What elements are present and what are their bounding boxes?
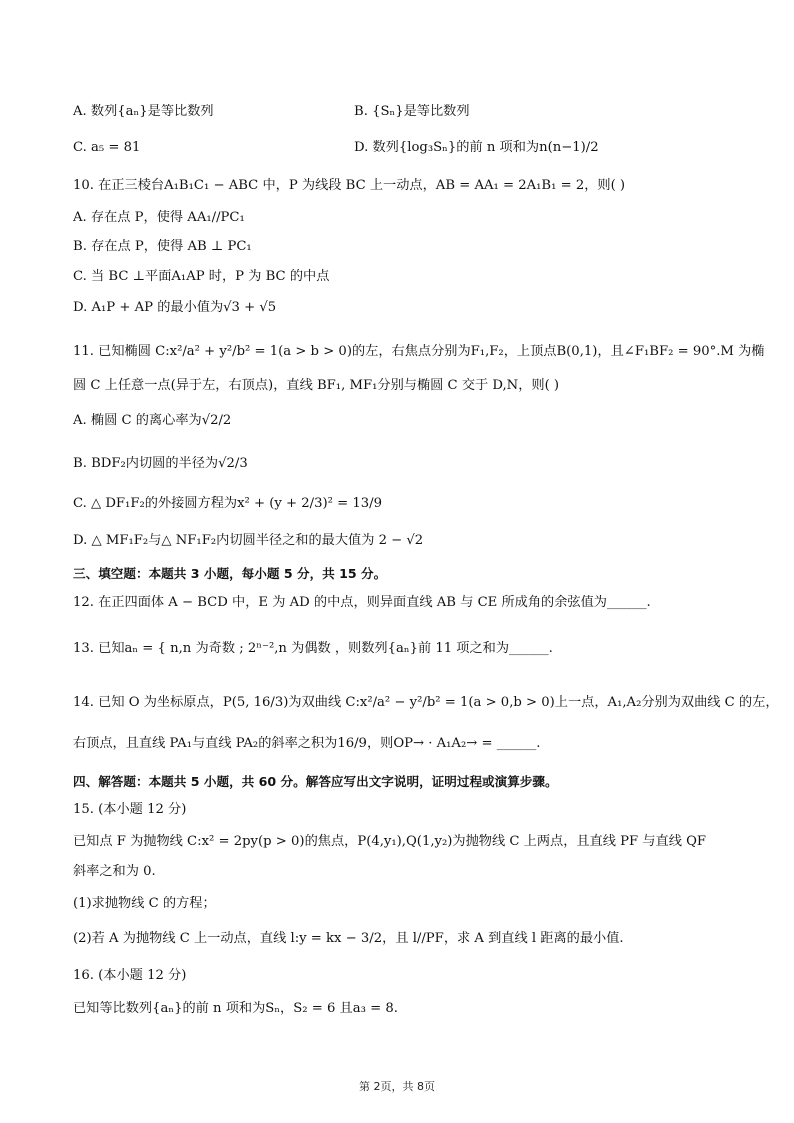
- section-3-heading: 三、填空题：本题共 3 小题，每小题 5 分，共 15 分。: [73, 566, 387, 581]
- q15-stem-line1: 已知点 F 为抛物线 C:x² = 2py(p > 0)的焦点，P(4,y₁),Q(1,y₂)为抛物线 C 上两点，且直线 PF 与直线 QF: [73, 834, 707, 849]
- q11-option-a: A. 椭圆 C 的离心率为√2/2: [73, 413, 232, 428]
- q11-stem-line1: 11. 已知椭圆 C:x²/a² + y²/b² = 1(a > b > 0)的左，右焦点分别为F₁,F₂，上顶点B(0,1)，且∠F₁BF₂ = 90°.M 为椭: [73, 344, 765, 359]
- q11-option-c: C. △ DF₁F₂的外接圆方程为x² + (y + 2/3)² = 13/9: [73, 496, 382, 511]
- q10-option-c: C. 当 BC ⊥平面A₁AP 时，P 为 BC 的中点: [73, 269, 330, 284]
- q9-option-b: B. {Sₙ}是等比数列: [354, 104, 470, 119]
- q11-stem-line2: 圆 C 上任意一点(异于左，右顶点)，直线 BF₁, MF₁分别与椭圆 C 交于 D,N，则( ): [73, 378, 560, 393]
- q14-stem-line1: 14. 已知 O 为坐标原点，P(5, 16/3)为双曲线 C:x²/a² − y²/b² = 1(a > 0,b > 0)上一点，A₁,A₂分别为双曲线 C 的左，: [73, 695, 779, 710]
- q9-option-c: C. a₅ = 81: [73, 140, 141, 155]
- q12-stem: 12. 在正四面体 A − BCD 中，E 为 AD 的中点，则异面直线 AB 与 CE 所成角的余弦值为______.: [73, 595, 651, 610]
- q10-option-b: B. 存在点 P，使得 AB ⊥ PC₁: [73, 239, 252, 254]
- page-footer: 第 2页，共 8页: [359, 1080, 435, 1093]
- q15-stem-line2: 斜率之和为 0.: [73, 864, 156, 879]
- q15-part-1: (1)求抛物线 C 的方程；: [73, 896, 216, 911]
- q14-stem-line2: 右顶点，且直线 PA₁与直线 PA₂的斜率之积为16/9，则OP→ · A₁A₂→ = ______.: [73, 736, 541, 751]
- q15-header: 15. (本小题 12 分): [73, 802, 187, 817]
- q9-option-a: A. 数列{aₙ}是等比数列: [73, 104, 214, 119]
- q10-option-d: D. A₁P + AP 的最小值为√3 + √5: [73, 300, 277, 315]
- q9-option-d: D. 数列{log₃Sₙ}的前 n 项和为n(n−1)/2: [354, 140, 599, 155]
- q10-stem: 10. 在正三棱台A₁B₁C₁ − ABC 中，P 为线段 BC 上一动点，AB = AA₁ = 2A₁B₁ = 2，则( ): [73, 178, 626, 193]
- q11-option-d: D. △ MF₁F₂与△ NF₁F₂内切圆半径之和的最大值为 2 − √2: [73, 533, 424, 548]
- q10-option-a: A. 存在点 P，使得 AA₁//PC₁: [73, 210, 245, 225]
- q13-stem: 13. 已知aₙ = { n,n 为奇数 ; 2ⁿ⁻²,n 为偶数 ，则数列{aₙ}前 11 项之和为______.: [73, 641, 553, 656]
- q16-header: 16. (本小题 12 分): [73, 968, 187, 983]
- q16-stem-line1: 已知等比数列{aₙ}的前 n 项和为Sₙ，S₂ = 6 且a₃ = 8.: [73, 1001, 398, 1016]
- q15-part-2: (2)若 A 为抛物线 C 上一动点，直线 l:y = kx − 3/2，且 l//PF，求 A 到直线 l 距离的最小值.: [73, 931, 624, 946]
- q11-option-b: B. BDF₂内切圆的半径为√2/3: [73, 456, 248, 471]
- section-4-heading: 四、解答题：本题共 5 小题，共 60 分。解答应写出文字说明，证明过程或演算步骤。: [73, 774, 558, 789]
